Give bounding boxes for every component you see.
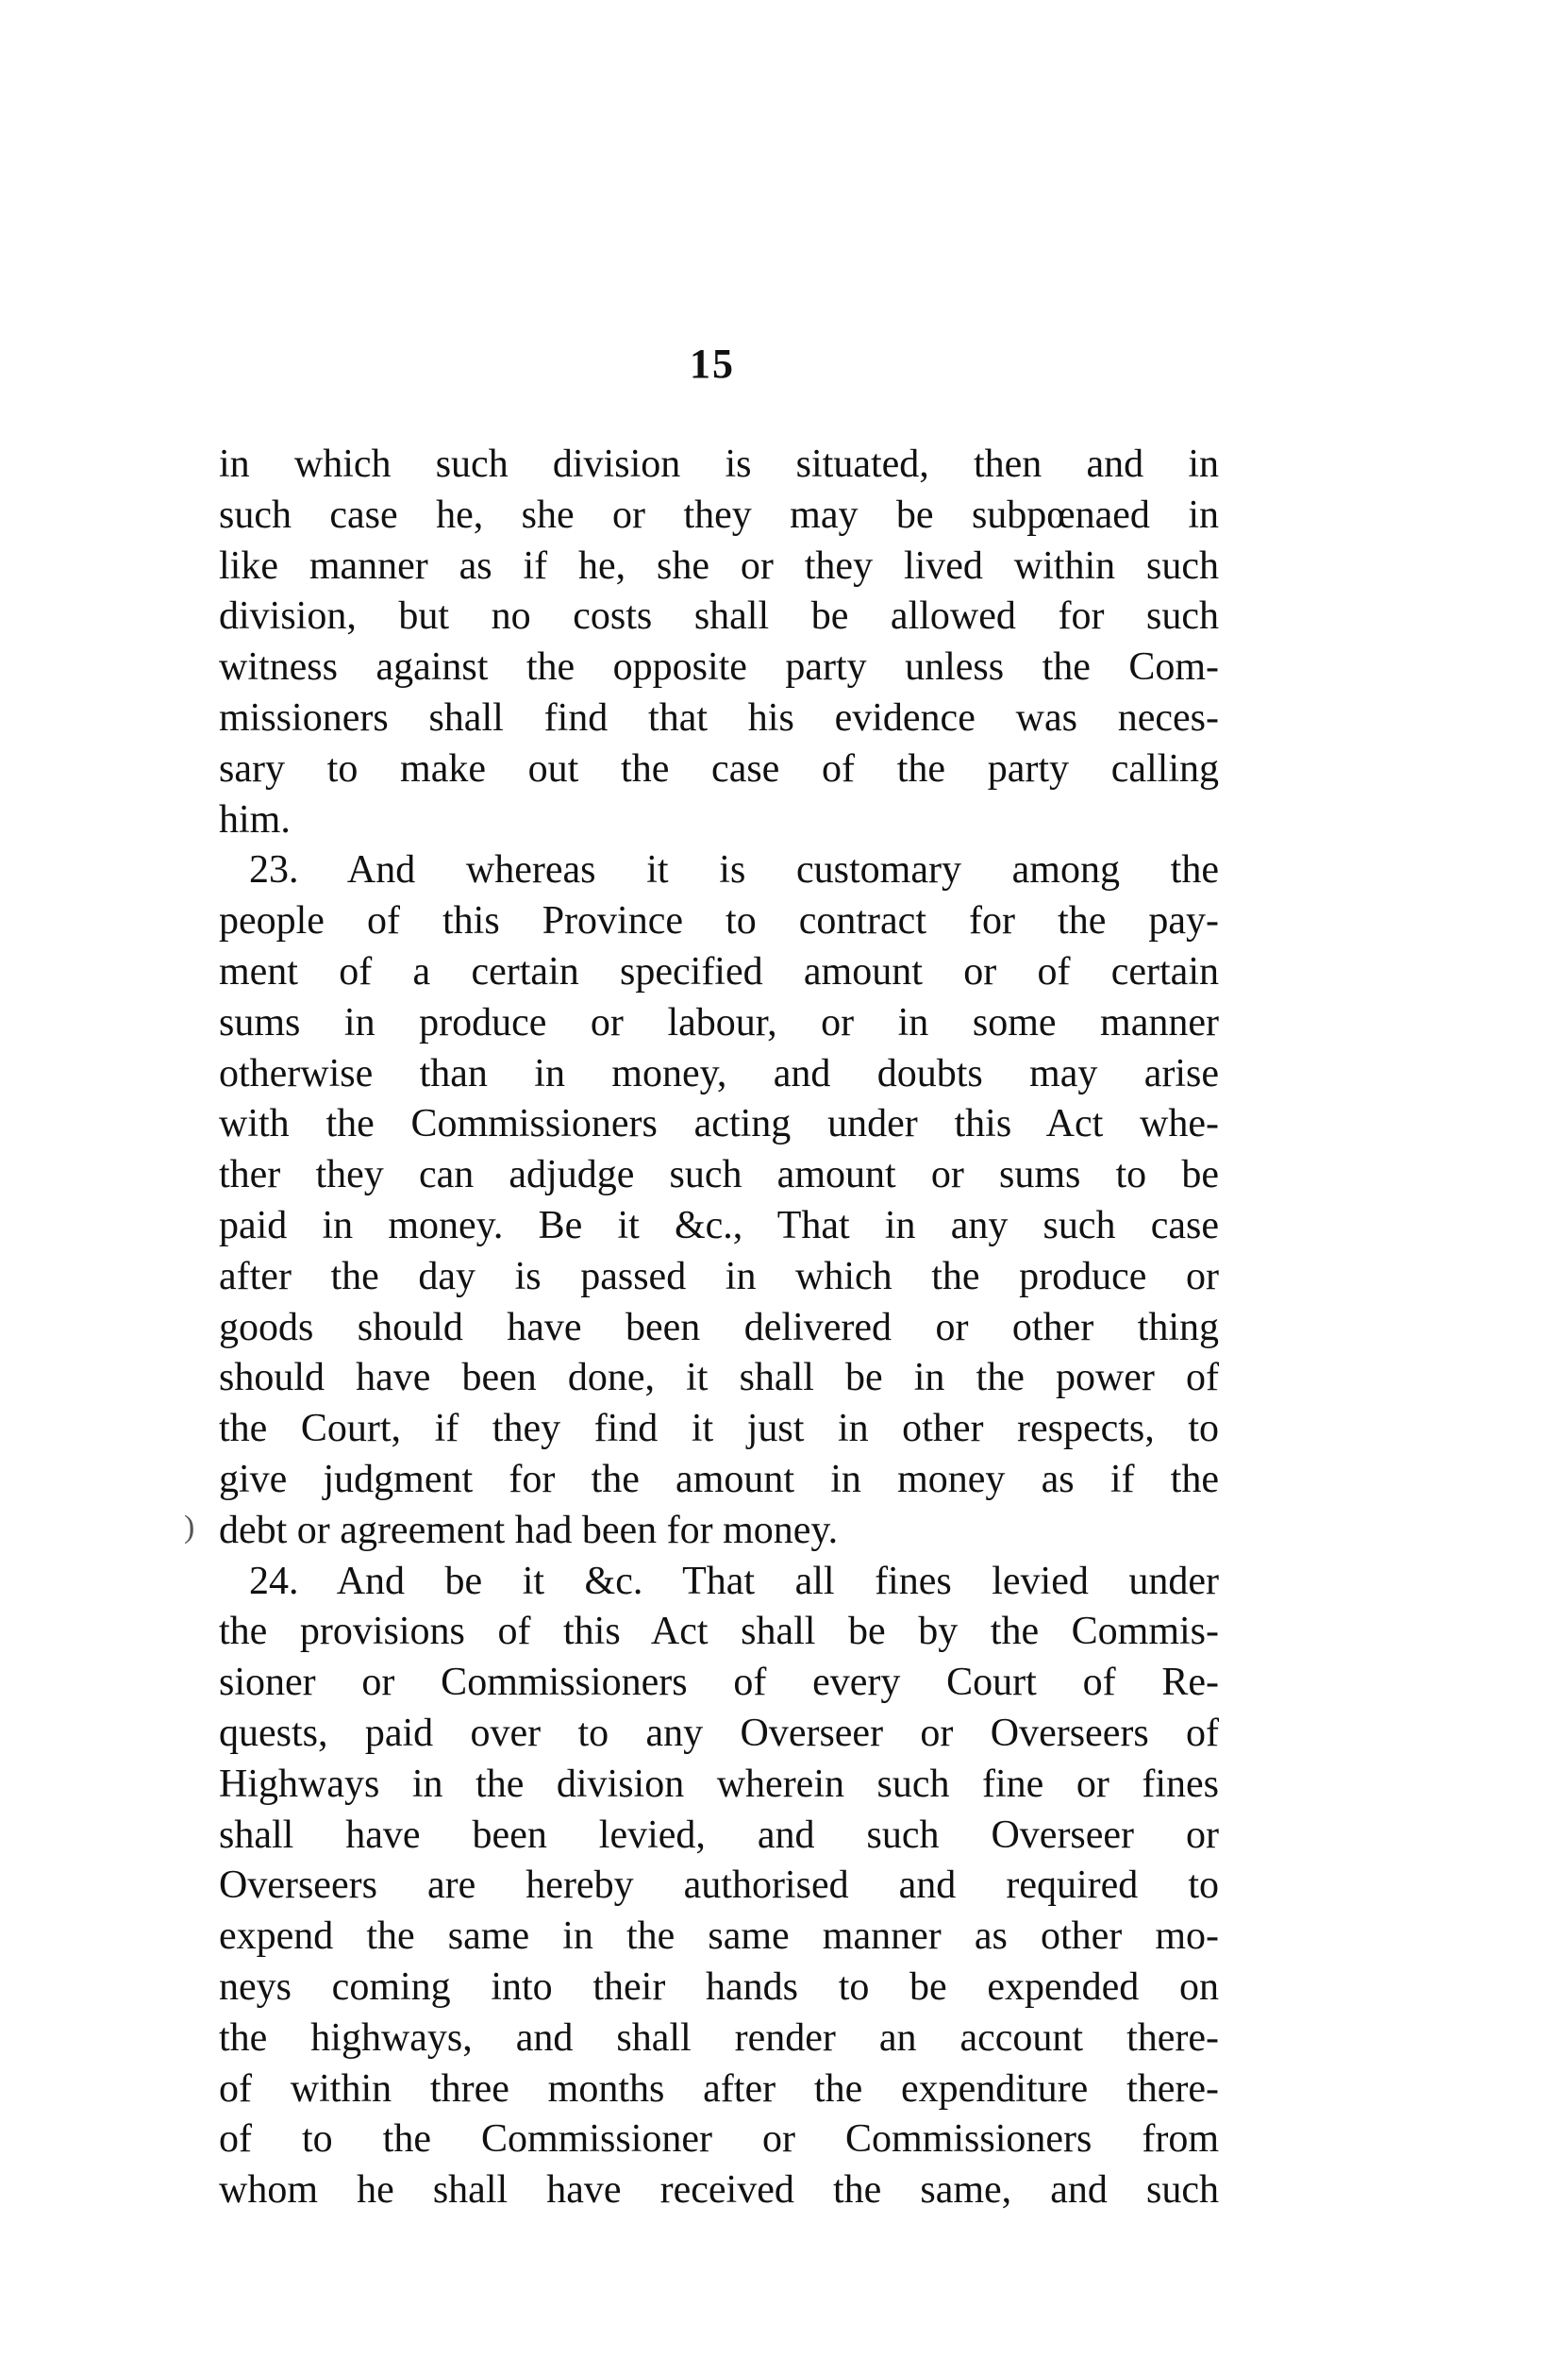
text-line: sums in produce or labour, or in some manner <box>219 1000 1219 1044</box>
text-line: witness against the opposite party unless the Com- <box>219 645 1219 690</box>
text-line: like manner as if he, she or they lived within such <box>219 543 1219 588</box>
text-line: division, but no costs shall be allowed for such <box>219 594 1219 639</box>
text-line: whom he shall have received the same, and such <box>219 2168 1219 2213</box>
text-line: missioners shall find that his evidence was neces- <box>219 695 1219 740</box>
text-line: debt or agreement had been for money. <box>219 1508 839 1552</box>
text-line: shall have been levied, and such Overseer or <box>219 1813 1219 1857</box>
margin-mark: ) <box>184 1510 195 1545</box>
text-line: otherwise than in money, and doubts may arise <box>219 1051 1219 1095</box>
text-line: after the day is passed in which the produce or <box>219 1254 1219 1298</box>
text-line: give judgment for the amount in money as if the <box>219 1457 1219 1501</box>
text-line: the provisions of this Act shall be by the Commis- <box>219 1610 1219 1654</box>
text-line: of to the Commissioner or Commissioners from <box>219 2117 1219 2162</box>
text-line: of within three months after the expenditure there- <box>219 2066 1219 2111</box>
text-line: expend the same in the same manner as other mo- <box>219 1914 1219 1959</box>
text-line: Overseers are hereby authorised and required to <box>219 1863 1219 1908</box>
text-line: the highways, and shall render an account there- <box>219 2015 1219 2060</box>
section-heading-line: 24. And be it &c. That all fines levied under <box>249 1559 1219 1603</box>
page-number: 15 <box>690 341 735 387</box>
text-line: people of this Province to contract for the pay- <box>219 899 1219 944</box>
text-line: goods should have been delivered or other thing <box>219 1305 1219 1349</box>
body-text <box>219 440 1219 2216</box>
text-line: the Court, if they find it just in other respects, to <box>219 1407 1219 1451</box>
text-line: ther they can adjudge such amount or sums to be <box>219 1153 1219 1197</box>
text-line: should have been done, it shall be in the power of <box>219 1356 1219 1400</box>
section-heading-line: 23. And whereas it is customary among the <box>249 848 1219 893</box>
text-line: with the Commissioners acting under this Act whe- <box>219 1102 1219 1146</box>
text-line: sioner or Commissioners of every Court of Re- <box>219 1661 1219 1705</box>
text-line: in which such division is situated, then and in <box>219 443 1219 486</box>
text-line: ment of a certain specified amount or of certain <box>219 949 1219 994</box>
text-line: him. <box>219 797 291 842</box>
text-line: neys coming into their hands to be expended on <box>219 1964 1219 2009</box>
text-line: quests, paid over to any Overseer or Overseers of <box>219 1711 1219 1755</box>
text-line: sary to make out the case of the party calling <box>219 746 1219 791</box>
text-line: paid in money. Be it &c., That in any such case <box>219 1203 1219 1247</box>
text-line: Highways in the division wherein such fine or fines <box>219 1762 1219 1806</box>
text-line: such case he, she or they may be subpœnaed in <box>219 493 1219 537</box>
